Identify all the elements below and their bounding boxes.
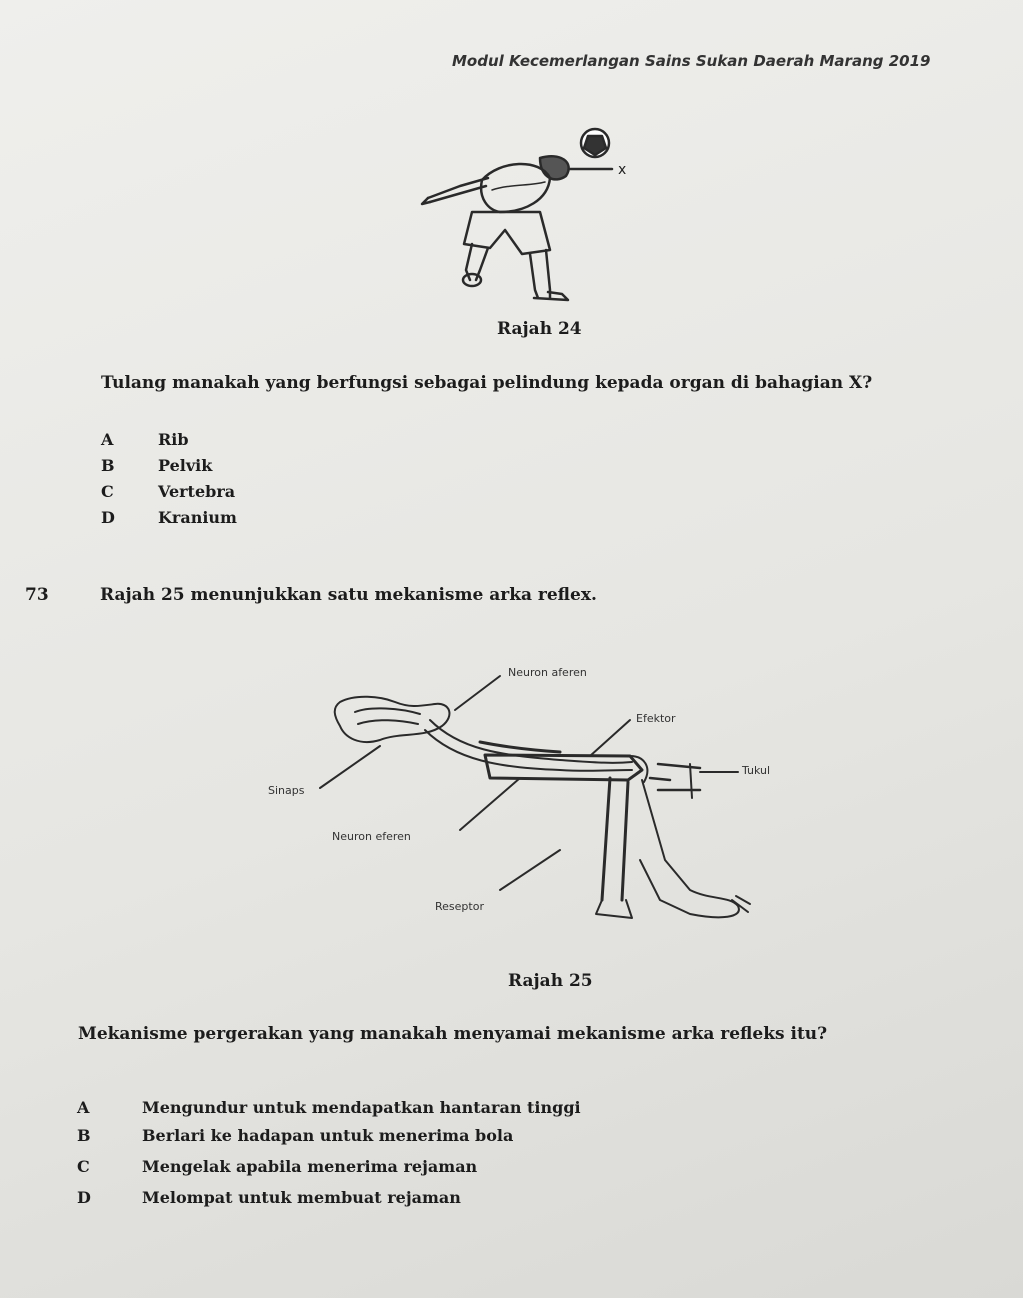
label-neuron-eferen: Neuron eferen bbox=[332, 830, 411, 843]
label-neuron-aferen: Neuron aferen bbox=[508, 666, 587, 679]
q72-option-c-letter: C bbox=[101, 482, 114, 501]
q73-number: 73 bbox=[25, 585, 49, 605]
q72-option-b-letter: B bbox=[101, 456, 115, 475]
label-efektor: Efektor bbox=[636, 712, 676, 725]
q73-question: Mekanisme pergerakan yang manakah menyamai mekanisme arka refleks itu? bbox=[78, 1024, 828, 1044]
q73-option-c-letter: C bbox=[77, 1157, 90, 1176]
leader-neuron-aferen bbox=[455, 676, 500, 710]
q73-option-a[interactable]: Mengundur untuk mendapatkan hantaran tinggi bbox=[142, 1098, 581, 1117]
q72-question: Tulang manakah yang berfungsi sebagai pelindung kepada organ di bahagian X? bbox=[101, 373, 873, 393]
q73-option-b[interactable]: Berlari ke hadapan untuk menerima bola bbox=[142, 1126, 514, 1145]
label-reseptor: Reseptor bbox=[435, 900, 484, 913]
q72-option-c[interactable]: Vertebra bbox=[158, 482, 236, 501]
q72-option-d[interactable]: Kranium bbox=[158, 508, 237, 527]
leader-efektor bbox=[590, 720, 630, 756]
label-sinaps: Sinaps bbox=[268, 784, 305, 797]
leader-sinaps bbox=[320, 746, 380, 788]
leader-neuron-eferen bbox=[460, 778, 520, 830]
q73-option-c[interactable]: Mengelak apabila menerima rejaman bbox=[142, 1157, 478, 1176]
figure24-caption: Rajah 24 bbox=[497, 319, 582, 339]
leader-reseptor bbox=[500, 850, 560, 890]
q72-option-b[interactable]: Pelvik bbox=[158, 456, 213, 475]
q72-option-a[interactable]: Rib bbox=[158, 430, 189, 449]
q72-option-d-letter: D bbox=[101, 508, 115, 527]
page-header: Modul Kecemerlangan Sains Sukan Daerah Marang 2019 bbox=[452, 52, 931, 70]
q73-option-b-letter: B bbox=[77, 1126, 91, 1145]
q73-option-d[interactable]: Melompat untuk membuat rejaman bbox=[142, 1188, 461, 1207]
x-marker: x bbox=[618, 162, 627, 178]
reflex-arc-figure bbox=[260, 660, 780, 950]
figure25-caption: Rajah 25 bbox=[508, 971, 593, 991]
footballer-figure bbox=[400, 120, 640, 310]
label-tukul: Tukul bbox=[742, 764, 771, 777]
q73-intro: Rajah 25 menunjukkan satu mekanisme arka reflex. bbox=[100, 585, 597, 605]
q73-option-d-letter: D bbox=[77, 1188, 91, 1207]
q72-option-a-letter: A bbox=[101, 430, 114, 449]
q73-option-a-letter: A bbox=[77, 1098, 90, 1117]
